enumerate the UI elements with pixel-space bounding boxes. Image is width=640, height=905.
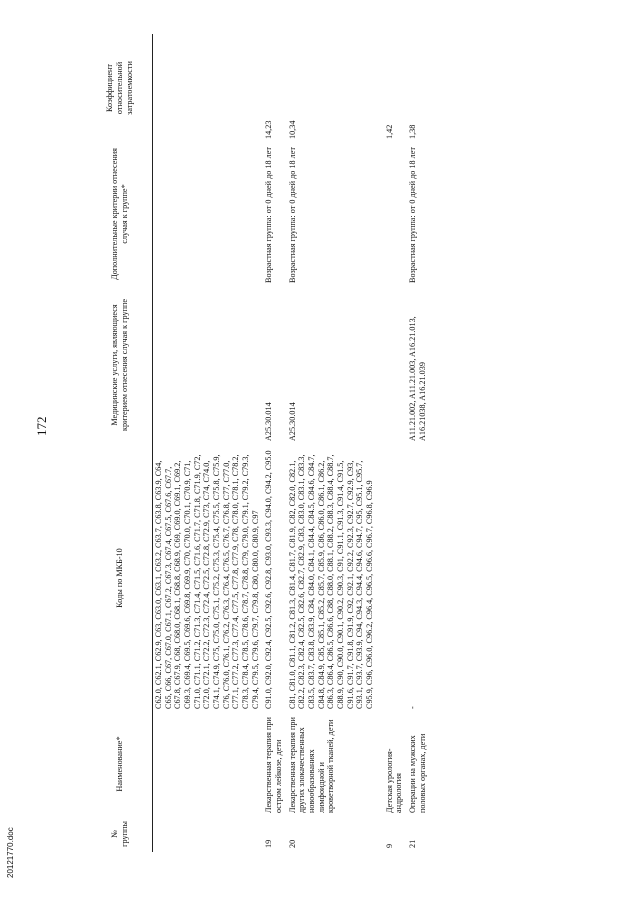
cell-cost-coefficient: 14,23 <box>264 120 274 139</box>
cell-icd-codes: - <box>408 706 418 709</box>
cell-extra-criteria: Возрастная группа: от 0 дней до 18 лет <box>287 147 297 283</box>
cell-extra-criteria: Возрастная группа: от 0 дней до 18 лет <box>408 147 418 283</box>
cell-name: Лекарственная терапия при других злокачественных новообразованиях лимфоидной и кроветворной тканей, дети <box>287 717 336 813</box>
table-section-row <box>384 34 407 852</box>
cell-icd-codes: C62.0, C62.1, C62.9, C63, C63.0, C63.1, C63.2, C63.7, C63.8, C63.9, C64, C65, C66, C67, C67.0, C67.1, C67.2, C67.3, C67.4, C67.5, C67.6, C67.7, C67.8, C67.9, C68, C68.0, C68.1, C68.8, C68.9, C69, C69.0, C69.1, C69.2, C69.3, C69.4, C69.5, C69.6, C69.8, C69.9, C70, C70.0, C70.1, C70.9, C71, C71.0, C71.1, C71.2, C71.3, C71.4, C71.5, C71.6, C71.7, C71.8, C71.9, C72, C72.0, C72.1, C72.2, C72.3, C72.4, C72.5, C72.8, C72.9, C73, C74, C74.0, C74.1, C74.9, C75, C75.0, C75.1, C75.2, C75.3, C75.4, C75.5, C75.8, C75.9, C76, C76.0, C76.1, C76.2, C76.3, C76.4, C76.5, C76.7, C76.8, C77, C77.0, C77.1, C77.2, C77.3, C77.4, C77.5, C77.8, C77.9, C78, C78.0, C78.1, C78.2, C78.3, C78.4, C78.5, C78.6, C78.7, C78.8, C79, C79.0, C79.1, C79.2, C79.3, C79.4, C79.5, C79.6, C79.7, C79.8, C80, C80.0, C80.9, C97 <box>154 454 260 709</box>
cell-extra-criteria <box>153 142 264 286</box>
cell-medical-services <box>153 286 264 444</box>
header-extra-criteria: Дополнительные критерии отнесения случая к группе* <box>88 142 153 286</box>
rotated-page-content <box>88 34 636 852</box>
header-cost-coefficient: Коэффициент относительной затратоемкости <box>88 34 153 142</box>
cell-medical-services: A25.30.014 <box>287 402 297 441</box>
cell-cost-coefficient: 1,42 <box>384 124 394 139</box>
header-medical-services: Медицинские услуги, являющиеся критерием отнесения случая к группе <box>88 286 153 444</box>
document-footer: 20121770.doc <box>6 827 15 878</box>
cell-section-name: Детская урология-андрология <box>384 748 404 813</box>
cell-extra-criteria <box>384 142 407 286</box>
header-group-number: № группы <box>88 816 153 852</box>
cell-medical-services <box>384 286 407 444</box>
cell-group-number: 19 <box>264 839 274 848</box>
cell-icd-codes <box>384 444 407 712</box>
cell-group-number: 21 <box>408 839 418 848</box>
cell-icd-codes: C91.0, C92.0, C92.4, C92.5, C92.6, C92.8, C93.0, C93.3, C94.0, C94.2, C95.0 <box>264 450 274 709</box>
table-row <box>287 34 378 852</box>
cell-cost-coefficient <box>153 34 264 142</box>
cell-name: Лекарственная терапия при остром лейкозе, дети <box>264 717 284 813</box>
header-name: Наименование* <box>88 712 153 816</box>
table-row <box>263 34 286 852</box>
cell-group-number: 20 <box>287 839 297 848</box>
cell-section-number: 9 <box>384 843 394 848</box>
table-row <box>153 34 264 852</box>
cell-extra-criteria: Возрастная группа: от 0 дней до 18 лет <box>264 147 274 283</box>
cell-cost-coefficient: 10,34 <box>287 120 297 139</box>
cell-name: Операции на мужских половых органах, дети <box>408 733 427 813</box>
cell-cost-coefficient: 1,38 <box>408 124 418 139</box>
cost-groups-table <box>88 34 430 852</box>
page-number: 172 <box>34 416 49 436</box>
cell-group-number <box>153 816 264 852</box>
header-icd-codes: Коды по МКБ-10 <box>88 444 153 712</box>
table-row <box>407 34 430 852</box>
cell-name <box>153 712 264 816</box>
cell-medical-services: A11.21.002, A11.21.003, A16.21.013, A16.21038, A16.21.039 <box>408 316 427 441</box>
cell-medical-services: A25.30.014 <box>264 402 274 441</box>
table-header-row <box>88 34 153 852</box>
cell-icd-codes: C81, C81.0, C81.1, C81.2, C81.3, C81.4, C81.7, C81.9, C82, C82.0, C82.1, C82.2, C82.3, C82.4, C82.5, C82.6, C82.7, C82.9, C83, C83.0, C83.1, C83.3, C83.5, C83.7, C83.8, C83.9, C84, C84.0, C84.1, C84.4, C84.5, C84.6, C84.7, C84.8, C84.9, C85, C85.1, C85.2, C85.7, C85.9, C86, C86.0, C86.1, C86.2, C86.3, C86.4, C86.5, C86.6, C88, C88.0, C88.1, C88.2, C88.3, C88.4, C88.7, C88.9, C90, C90.0, C90.1, C90.2, C90.3, C91, C91.1, C91.3, C91.4, C91.5, C91.6, C91.7, C91.8, C91.9, C92, C92.1, C92.2, C92.3, C92.7, C92.9, C93, C93.1, C93.7, C93.9, C94, C94.3, C94.4, C94.6, C94.7, C95, C95.1, C95.7, C95.9, C96, C96.0, C96.2, C96.4, C96.5, C96.6, C96.7, C96.8, C96.9 <box>287 454 375 709</box>
